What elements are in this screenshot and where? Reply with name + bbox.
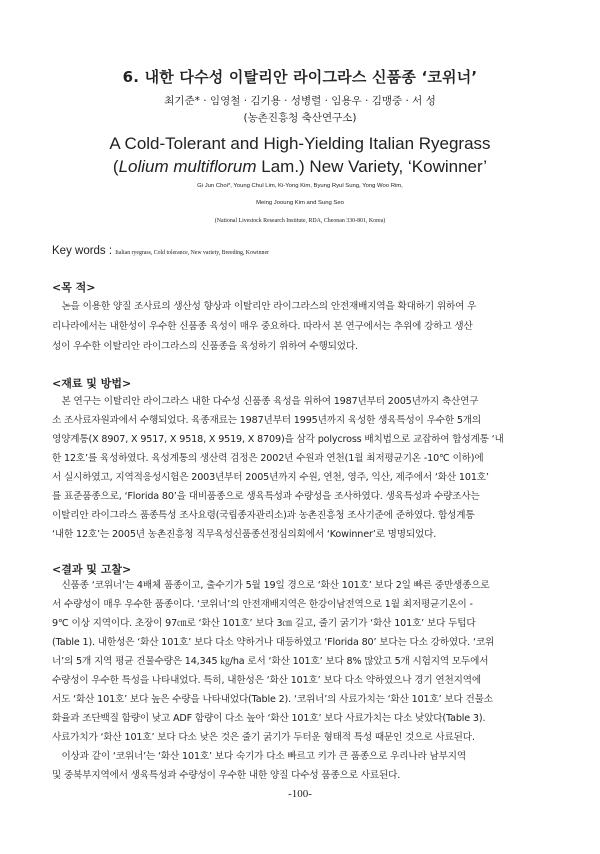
korean-title: 6. 내한 다수성 이탈리안 라이그라스 신품종 ‘코위너’ [122,68,478,86]
purpose-line: 리나라에서는 내한성이 우수한 신품종 육성이 매우 중요하다. 따라서 본 연구에서는 추위에 강하고 생산 [52,321,473,332]
section-heading-methods: <재료 및 방법> [52,377,132,390]
english-authors-line1: Gi Jun Choi*, Young Chul Lim, Ki-Yong Kim, Byung Ryul Sung, Yong Woo Rim, [197,183,403,189]
english-authors-line2: Meing Jooung Kim and Sung Seo [256,200,344,206]
keywords [52,245,552,257]
results-line: (Table 1). 내한성은 ‘화산 101호’ 보다 다소 약하거나 대등하였고 ‘Florida 80’ 보다는 다소 강하였다. ‘코위 [52,637,495,648]
purpose-line: 성이 우수한 이탈리안 라이그라스의 신품종을 육성하기 위하여 수행되었다. [52,341,358,352]
methods-line: 소 조사료자원과에서 수행되었다. 육종재료는 1987년부터 1995년까지 육성한 생육특성이 우수한 5개의 [52,415,482,426]
methods-line: 서 실시하였고, 지역적응성시험은 2003년부터 2005년까지 수원, 연천, 영주, 익산, 제주에서 ‘화산 101호’ [52,472,489,483]
results-line: 수량성이 우수한 특성을 나타내었다. 특히, 내한성은 ‘화산 101호’ 보다 다소 약하였으나 경기 연천지역에 [52,675,481,686]
english-title-line2 [0,157,600,177]
methods-line: ‘내한 12호’는 2005년 농촌진흥청 직무육성신품종선정심의회에서 ‘Kowinner’로 명명되었다. [52,529,437,540]
results-line: 서 수량성이 매우 우수한 품종이다. ‘코위너’의 안전재배지역은 한강이남전역으로 1월 최저평균기온이 - [52,599,473,610]
page-number: -100- [288,788,312,800]
korean-authors: 최기준* · 임영철 · 김기용 · 성병렬 · 임용우 · 김맹중 · 서 성 [164,95,436,107]
results-line: 신품종 ‘코위너’는 4배체 품종이고, 출수기가 5월 19일 경으로 ‘화산 101호’ 보다 2일 빠른 중만생종으로 [52,580,490,591]
purpose-line: 논을 이용한 양질 조사료의 생산성 향상과 이탈리안 라이그라스의 안전재배지역을 확대하기 위하여 우 [52,301,477,312]
results-line: 서도 ‘화산 101호’ 보다 높은 수량을 나타내었다(Table 2). ‘코위너’의 사료가치는 ‘화산 101호’ 보다 건물소 [52,694,493,705]
title-open-paren: ( [112,157,119,176]
methods-line: 본 연구는 이탈리안 라이그라스 내한 다수성 신품종 육성을 위하여 1987년부터 2005년까지 축산연구 [52,396,479,407]
methods-line: 한 12호’를 육성하였다. 육성계통의 생산력 검정은 2002년 수원과 연천(1월 최저평균기온 -10℃ 이하)에 [52,453,484,464]
keywords-label: Key words : [52,245,116,257]
keywords-text: Italian ryegrass, Cold tolerance, New variety, Breeding, Kowinner [115,250,269,256]
results-line: 9℃ 이상 지역이다. 초장이 97㎝로 ‘화산 101호’ 보다 3㎝ 길고, 줄기 굵기가 ‘화산 101호’ 보다 두텁다 [52,618,476,629]
korean-affiliation: (농촌진흥청 축산연구소) [243,112,357,124]
results-line: 너’의 5개 지역 평균 건물수량은 14,345 ㎏/ha 로서 ‘화산 101호’ 보다 8% 많았고 5개 시험지역 모두에서 [52,656,489,667]
methods-line: 를 표준품종으로, ‘Florida 80’을 대비품종으로 생육특성과 수량성을 조사하였다. 생육특성과 수량조사는 [52,491,480,502]
methods-line: 이탈리안 라이그라스 품종특성 조사요령(국립종자관리소)과 농촌진흥청 조사기준에 준하였다. 합성계통 [52,510,475,521]
english-affiliation: (National Livestock Research Institute, RDA, Cheonan 330-801, Korea) [214,218,386,224]
results-line: 및 중북부지역에서 생육특성과 수량성이 우수한 내한 양질 다수성 품종으로 사료된다. [52,770,401,781]
section-heading-results: <결과 및 고찰> [52,563,132,576]
results-line: 사료가치가 ‘화산 101호’ 보다 다소 낮은 것은 줄기 굵기가 두터운 형태적 특성 때문인 것으로 사료된다. [52,732,475,743]
methods-line: 영양계통(X 8907, X 9517, X 9518, X 9519, X 8709)을 삼각 polycross 배치법으로 교잡하여 합성계통 ‘내 [52,434,504,445]
section-heading-purpose: <목 적> [52,281,96,294]
scientific-name: Lolium multiflorum [118,157,257,176]
english-title-line1: A Cold-Tolerant and High-Yielding Italian Ryegrass [109,134,491,153]
results-line: 이상과 같이 ‘코위너’는 ‘화산 101호’ 보다 숙기가 다소 빠르고 키가 큰 품종으로 우리나라 남부지역 [52,751,466,762]
results-line: 화율과 조단백질 함량이 낮고 ADF 함량이 다소 높아 ‘화산 101호’ 보다 사료가치는 다소 낮았다(Table 3). [52,713,486,724]
title-line2-rest: Lam.) New Variety, ‘Kowinner’ [256,157,488,176]
